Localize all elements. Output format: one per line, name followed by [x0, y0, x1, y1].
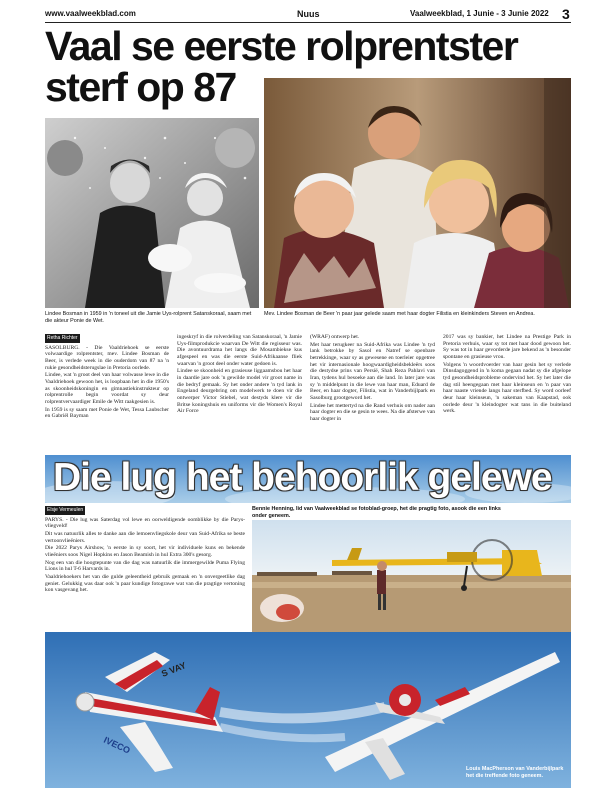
story2-para: Nog een van die hoogtepunte van die dag was natuurlik die immergewilde Puma Flying Lions in hul T-6 Harvards in. [45, 559, 245, 573]
page-number: 3 [562, 6, 570, 22]
wedding-photo-caption: Lindee Bosman in 1959 in 'n toneel uit die Jamie Uys-rolprent Satanskoraal, saam met die akteur Ponie de Wet. [45, 311, 252, 324]
airfield-photo-caption: Bennie Henning, lid van Vaalweekblad se fotoblad-groep, het die pragtig foto, asook die een links onder geneem. [252, 506, 501, 519]
story2-para: Vaaldriehoekers het van die gulde geleentheid gebruik gemaak en 'n onvergeetlike dag geniet. Gelukkig was daar ook 'n paar kundige fotograwe wat van die pragtige vertoning kon vasgevang het. [45, 573, 245, 594]
issue-date: Vaalweekblad, 1 Junie - 3 Junie 2022 [410, 9, 549, 18]
story1-col1-para: Lindee, wat 'n groot deel van haar volwasse lewe in die Vaaldriehoek gewoon het, is loopbaan het in die 1950's as skoonheidskoningin en gimnastiekinstrukteur op rolprentrolle begin voordat sy deur rolprentvervaardiger Emile de Witt raakgesien is. [45, 372, 169, 405]
story2-headline: Die lug het behoorlik gelewe [53, 456, 552, 499]
family-photo [264, 78, 571, 308]
story1-col3-para: Lindee het mettertyd na die Rand verhuis om nader aan haar dogter en die se gesin te wees. Na die afsterwe van haar dogter in [310, 402, 435, 422]
story1-col4-para: 2017 was sy bankier, het Lindee na Prestige Park in Pretoria verhuis, waar sy tot met haar dood gewoon het. Sy was tot in haar gevorderde jare bekend as 'n besonder spontane en grasieuse vrou. [443, 334, 571, 360]
story1-col4-para: Volgens 'n woordvoerder van haar gesin het sy verlede Dinsdagoggend in 'n koma gegaan nadat sy die afgelope tyd gesondheidsprobleme ondervind het. Sy het later die dag stil heengegaan met haar kleinseun en 'n paar van haar naaste vriende langs haar sterfbed. Sy word oorleef deur haar kleinseun, 'n sakeman van Kaapstad, ook oorlede deur 'n kleindogter wat tans in die buiteland werk. [443, 361, 571, 415]
story1-col2-para: ingeskryf in die rolverdeling van Satanskoraal, 'n Jamie Uys-filmprodukcie waarvan De Witt die regisseur was. Die avontuurdrama het langs die Mosambiekse kus afgespeel en was die eerste Suid-Afrikaanse fliek waarvan 'n groot deel onder water gedoen is. [177, 334, 302, 367]
airshow-banner [45, 455, 571, 503]
story1-col3-para: (WRAF) ontwerp het. [310, 334, 360, 340]
plane-tail-text: S VAY [160, 660, 188, 679]
story1-column-3 [310, 334, 435, 424]
story1-column-2 [177, 334, 302, 416]
story1-headline: Vaal se eerste rolprentster sterf op 87 [45, 23, 518, 110]
website-url: www.vaalweekblad.com [45, 9, 136, 18]
plane-side-text: IVECO [102, 734, 132, 756]
story2-para: Dit was natuurlik alles te danke aan die lemoenvliegskole deur van Suid-Afrika se beste vertoonvlieëniers. [45, 530, 245, 544]
family-photo-caption: Mev. Lindee Bosman de Beer 'n paar jaar gelede saam met haar dogter Filistia en kleinkinders Steven en Andrea. [264, 311, 535, 317]
story1-col2-para: Lindee se skoonheid en grasieuse liggaamsbou het haar in daardie jare ook 'n gewilde model vir groot name in die bedryf gemaak. Sy het onder andere 'n tyd lank in Engeland deurgebring om modelwerk te doen vir die ontwerper Victor Stiebel, wat destyds klere vir die Britse koningshuis en uniforms vir die Women's Royal Air Force [177, 368, 302, 415]
wedding-photo [45, 118, 259, 308]
story2-byline: Elsje Vermeulen [47, 507, 84, 513]
story1-col1-para: In 1959 is sy saam met Ponie de Wet, Tessa Laubscher en Gabriël Bayman [45, 406, 169, 420]
aerobatic-photo [45, 632, 571, 788]
story1-byline: Retha Richter [47, 335, 78, 341]
story2-para: PARYS. - Die lug was Saterdag vol lewe en oorweldigende oomblikke by die Parys-vliegveld! [45, 516, 245, 530]
story1-col1-para: SASOLBURG. - Die Vaaldriehoek se eerste volwaardige rolprentster, mev. Lindee Bosman de Beer, is verlede week in die ouderdom van 87 na 'n rukie gesondheidsterugslae in Pretoria oorlede. [45, 344, 169, 371]
story1-column-1 [45, 334, 169, 421]
airfield-photo [252, 520, 571, 632]
story2-column [45, 506, 245, 595]
section-label: Nuus [297, 9, 320, 19]
aerobatic-photo-caption: Louis MacPherson van Vanderbijlpark het die treffende foto geneem. [466, 766, 564, 779]
story2-para: Die 2022 Parys Airshow, 'n eerste in sy soort, het vir individuele kuns en bekende vlieëniers soos Nigel Hopkins en Jason Beamish in hul Extra 300's gesorg. [45, 545, 245, 558]
story1-col3-para: Met haar terugkeer na Suid-Afrika was Lindee 'n tyd lank betrokke by Sasol en Natref se openbare betrekkinge, waar sy as gewesene en toerleier opgetree het vir internasionale hoogwaardigheidsbekleërs soos die destydse prins van Persië, Shah Reza Pahlavi van Iran, tydens hul besoeke aan die land. In later jare was sy 'n middelpunt in die lewe van haar man, Eduard de Beer, en haar dogter, Filistia, wat in Vanderbijlpark en Sasolburg grootgeword het. [310, 341, 435, 401]
story1-column-4 [443, 334, 571, 416]
